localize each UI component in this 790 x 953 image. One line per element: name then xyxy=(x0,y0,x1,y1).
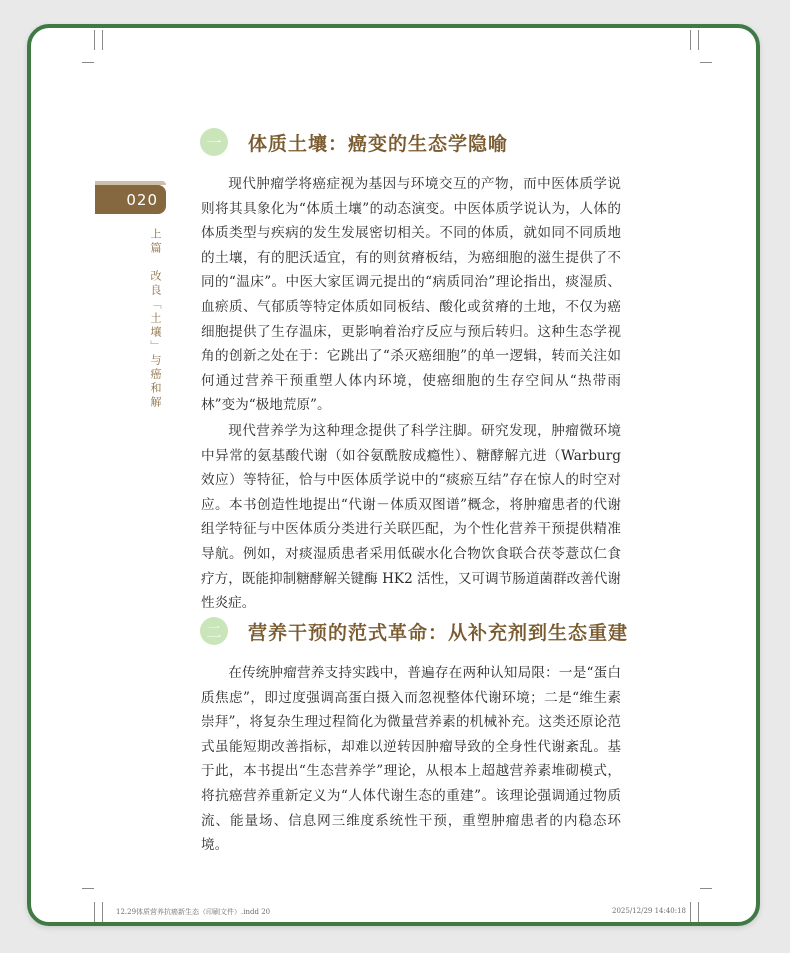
crop-mark xyxy=(82,62,94,63)
crop-mark xyxy=(698,902,699,922)
crop-mark xyxy=(102,902,103,922)
crop-mark xyxy=(698,30,699,50)
section-heading-2 xyxy=(200,617,628,645)
footer-file-info: 12.29体质营养抗癌新生态（印刷文件）.indd 20 xyxy=(116,908,271,916)
crop-mark xyxy=(94,902,95,922)
section-title: 营养干预的范式革命：从补充剂到生态重建 xyxy=(248,621,629,644)
crop-mark xyxy=(94,30,95,50)
crop-mark xyxy=(700,888,712,889)
running-head-label: 上篇 改良「土壤」与癌和解 xyxy=(149,228,162,410)
footer-timestamp: 2025/12/29 14:40:18 xyxy=(612,907,687,915)
crop-mark xyxy=(700,62,712,63)
section-number-badge: 二 xyxy=(200,617,228,645)
crop-mark xyxy=(690,30,691,50)
section-heading-1 xyxy=(200,128,508,156)
section-number-badge: 一 xyxy=(200,128,228,156)
body-paragraph: 现代肿瘤学将癌症视为基因与环境交互的产物，而中医体质学说则将其具象化为“体质土壤”的动态演变。中医体质学说认为，人体的体质类型与疾病的发生发展密切相关。不同的体质，就如同不同质地的土壤，有的肥沃适宜，有的则贫瘠板结，为癌细胞的滋生提供了不同的“温床”。中医大家匡调元提出的“病质同治”理论指出，痰湿质、血瘀质、气郁质等特定体质如同板结、酸化或贫瘠的土地，不仅为癌细胞提供了生存温床，更影响着治疗反应与预后转归。这种生态学视角的创新之处在于：它跳出了“杀灭癌细胞”的单一逻辑，转而关注如何通过营养干预重塑人体内环境，使癌细胞的生存空间从“热带雨林”变为“极地荒原”。 xyxy=(201,176,621,414)
crop-mark xyxy=(690,902,691,922)
crop-mark xyxy=(102,30,103,50)
crop-mark xyxy=(82,888,94,889)
section-title: 体质土壤：癌变的生态学隐喻 xyxy=(248,132,509,155)
body-paragraph: 在传统肿瘤营养支持实践中，普遍存在两种认知局限：一是“蛋白质焦虑”，即过度强调高蛋白摄入而忽视整体代谢环境；二是“维生素崇拜”，将复杂生理过程简化为微量营养素的机械补充。这类还原论范式虽能短期改善指标，却难以逆转因肿瘤导致的全身性代谢紊乱。基于此，本书提出“生态营养学”理论，从根本上超越营养素堆砌模式，将抗癌营养重新定义为“人体代谢生态的重建”。该理论强调通过物质流、能量场、信息网三维度系统性干预，重塑肿瘤患者的内稳态环境。 xyxy=(201,665,621,854)
body-paragraph: 现代营养学为这种理念提供了科学注脚。研究发现，肿瘤微环境中异常的氨基酸代谢（如谷氨酰胺成瘾性）、糖酵解亢进（Warburg 效应）等特征，恰与中医体质学说中的“痰瘀互结”存在惊人的时空对应。本书创造性地提出“代谢－体质双图谱”概念，将肿瘤患者的代谢组学特征与中医体质分类进行关联匹配，为个性化营养干预提供精准导航。例如，对痰湿质患者采用低碳水化合物饮食联合茯苓薏苡仁食疗方，既能抑制糖酵解关键酶 HK2 活性，又可调节肠道菌群改善代谢性炎症。 xyxy=(201,423,621,612)
page-number: 020 xyxy=(95,185,166,214)
